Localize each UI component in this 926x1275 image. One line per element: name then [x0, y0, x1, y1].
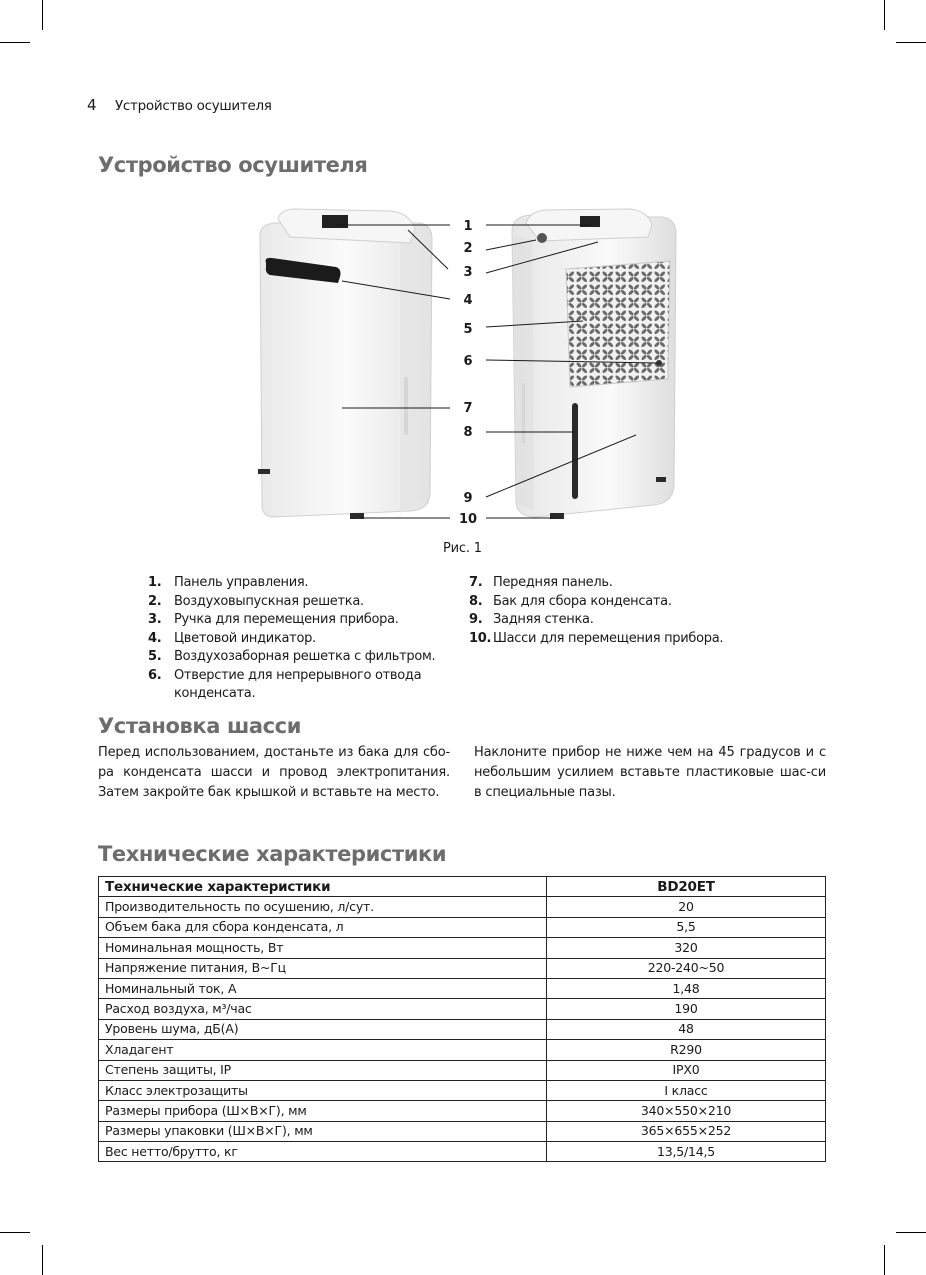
- callout-1: 1: [463, 219, 473, 234]
- table-header-param: Технические характеристики: [99, 877, 547, 897]
- callout-6: 6: [463, 354, 473, 369]
- value-cell: 13,5/14,5: [547, 1142, 826, 1162]
- legend-text: Воздухозаборная решетка с фильтром.: [174, 649, 436, 664]
- param-cell: Напряжение питания, В~Гц: [99, 958, 547, 978]
- legend-number: 5.: [148, 649, 162, 664]
- running-head: [87, 96, 272, 114]
- legend-text: Шасси для перемещения прибора.: [493, 630, 724, 646]
- figure-caption: Рис. 1: [443, 541, 482, 556]
- value-cell: 320: [547, 938, 826, 958]
- param-cell: Номинальная мощность, Вт: [99, 938, 547, 958]
- crop-mark: [896, 1232, 926, 1233]
- callout-8: 8: [463, 425, 473, 440]
- legend-text: Панель управления.: [174, 575, 309, 590]
- value-cell: IPX0: [547, 1060, 826, 1080]
- chassis-paragraph-right: Наклоните прибор не ниже чем на 45 градусов и с небольшим усилием вставьте пластиковые шас-си в специальные пазы.: [474, 745, 826, 800]
- crop-mark: [42, 0, 43, 30]
- legend-item: [148, 648, 458, 667]
- param-cell: Вес нетто/брутто, кг: [99, 1142, 547, 1162]
- section-heading-specs: Технические характеристики: [98, 842, 447, 866]
- crop-mark: [896, 42, 926, 43]
- legend-number: 1.: [148, 575, 162, 590]
- param-cell: Класс электрозащиты: [99, 1080, 547, 1100]
- legend-number: 3.: [148, 612, 162, 627]
- spec-table: [98, 876, 826, 1162]
- legend-number: 9.: [469, 612, 483, 627]
- crop-mark: [884, 0, 885, 30]
- legend-item: [148, 667, 458, 704]
- legend-right: [469, 574, 789, 648]
- table-row: [99, 1121, 826, 1141]
- value-cell: 5,5: [547, 917, 826, 937]
- table-row: [99, 1040, 826, 1060]
- param-cell: Номинальный ток, А: [99, 978, 547, 998]
- callout-3: 3: [463, 265, 473, 280]
- table-row: [99, 1019, 826, 1039]
- chassis-paragraph-left: Перед использованием, достаньте из бака для сбо-ра конденсата шасси и провод электропитания. Затем закройте бак крышкой и вставьте на место.: [98, 745, 450, 800]
- param-cell: Уровень шума, дБ(А): [99, 1019, 547, 1039]
- table-row: [99, 897, 826, 917]
- crop-mark: [884, 1245, 885, 1275]
- value-cell: 220-240~50: [547, 958, 826, 978]
- table-row: [99, 999, 826, 1019]
- legend-number: 10.: [469, 630, 492, 646]
- crop-mark: [42, 1245, 43, 1275]
- param-cell: Степень защиты, IP: [99, 1060, 547, 1080]
- legend-text: Задняя стенка.: [493, 612, 594, 627]
- legend-text: Отверстие для непрерывного отвода конденсата.: [174, 667, 422, 701]
- callout-7: 7: [463, 401, 473, 416]
- legend-item: [469, 611, 789, 630]
- legend-number: 4.: [148, 630, 162, 646]
- param-cell: Хладагент: [99, 1040, 547, 1060]
- back-unit: [512, 209, 676, 519]
- legend-number: 7.: [469, 575, 483, 590]
- param-cell: Производительность по осушению, л/сут.: [99, 897, 547, 917]
- table-row: [99, 1101, 826, 1121]
- value-cell: 365×655×252: [547, 1121, 826, 1141]
- table-row: [99, 978, 826, 998]
- section-heading-device: Устройство осушителя: [98, 153, 368, 177]
- dehumidifier-illustration: [250, 205, 690, 535]
- table-row: [99, 938, 826, 958]
- param-cell: Размеры упаковки (Ш×В×Г), мм: [99, 1121, 547, 1141]
- table-row: [99, 917, 826, 937]
- legend-text: Ручка для перемещения прибора.: [174, 612, 399, 627]
- param-cell: Размеры прибора (Ш×В×Г), мм: [99, 1101, 547, 1121]
- dehumidifier-figure: [250, 205, 690, 535]
- callout-9: 9: [463, 491, 473, 506]
- legend-item: [148, 593, 458, 612]
- section-heading-chassis: Установка шасси: [98, 714, 302, 738]
- legend-text: Бак для сбора конденсата.: [493, 593, 672, 609]
- value-cell: 190: [547, 999, 826, 1019]
- table-row: [99, 1142, 826, 1162]
- param-cell: Объем бака для сбора конденсата, л: [99, 917, 547, 937]
- legend-item: [148, 574, 458, 593]
- legend-number: 2.: [148, 593, 162, 609]
- legend-item: [469, 593, 789, 612]
- value-cell: R290: [547, 1040, 826, 1060]
- callout-4: 4: [463, 293, 473, 308]
- legend-text: Воздуховыпускная решетка.: [174, 593, 364, 609]
- legend-text: Передняя панель.: [493, 575, 613, 590]
- value-cell: 1,48: [547, 978, 826, 998]
- value-cell: 340×550×210: [547, 1101, 826, 1121]
- legend-left: [148, 574, 458, 704]
- crop-mark: [0, 1232, 30, 1233]
- legend-text: Цветовой индикатор.: [174, 630, 316, 646]
- value-cell: I класс: [547, 1080, 826, 1100]
- front-unit: [258, 209, 432, 519]
- table-row: [99, 958, 826, 978]
- legend-number: 8.: [469, 593, 483, 609]
- legend-item: [148, 630, 458, 649]
- table-row: [99, 1080, 826, 1100]
- running-head-title: Устройство осушителя: [115, 98, 272, 114]
- table-header-row: [99, 877, 826, 897]
- page-number: 4: [87, 96, 97, 114]
- table-header-model: BD20ET: [547, 877, 826, 897]
- value-cell: 20: [547, 897, 826, 917]
- callout-2: 2: [463, 241, 473, 256]
- callout-numbers: [459, 219, 477, 527]
- legend-item: [469, 574, 789, 593]
- legend-item: [148, 611, 458, 630]
- legend-item: [469, 630, 789, 649]
- table-row: [99, 1060, 826, 1080]
- param-cell: Расход воздуха, м³/час: [99, 999, 547, 1019]
- crop-mark: [0, 42, 30, 43]
- callout-10: 10: [458, 512, 478, 527]
- callout-5: 5: [463, 322, 473, 337]
- value-cell: 48: [547, 1019, 826, 1039]
- legend-number: 6.: [148, 667, 162, 683]
